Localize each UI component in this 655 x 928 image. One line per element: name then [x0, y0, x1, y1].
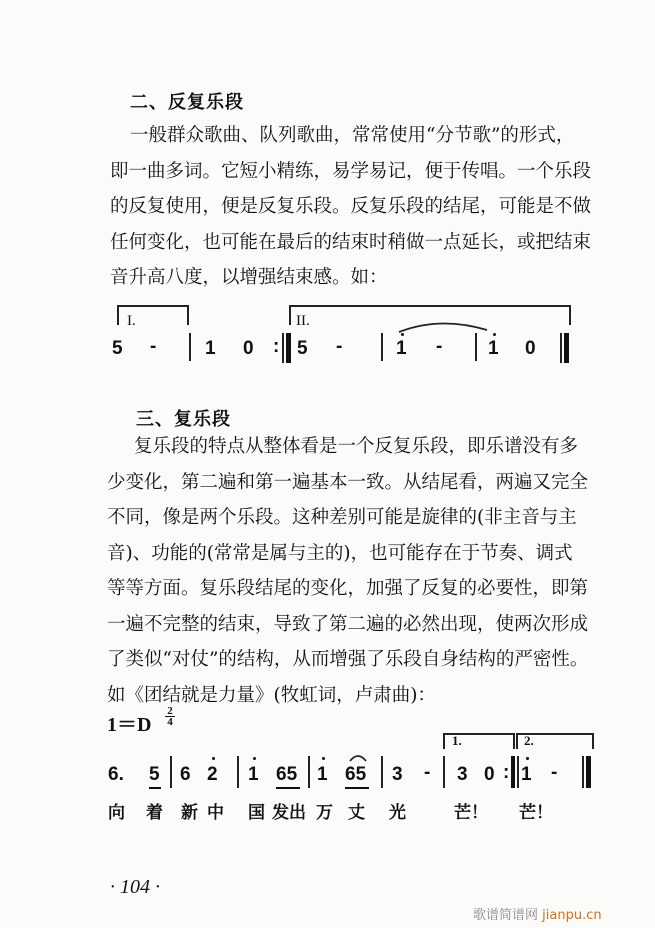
- watermark-cn: 歌谱简谱网: [473, 908, 539, 923]
- octave-dot: [212, 757, 215, 760]
- paragraph-line: 即一曲多词。它短小精练，易学易记，便于传唱。一个乐段: [110, 160, 592, 182]
- note-high: 2: [207, 764, 218, 785]
- page-number: · 104 ·: [110, 876, 160, 898]
- lyric: 新: [181, 803, 198, 823]
- lyric: 着: [146, 803, 163, 823]
- note: 6: [180, 764, 191, 785]
- ending-label-1: I.: [127, 313, 136, 329]
- note: 0: [484, 764, 495, 785]
- note-dash: -: [424, 762, 431, 783]
- note-high: 1: [396, 338, 407, 359]
- lyric: 发出: [272, 803, 306, 823]
- paragraph-line: 少变化，第二遍和第一遍基本一致。从结尾看，两遍又完全: [107, 471, 589, 493]
- lyric: 国: [248, 803, 265, 823]
- paragraph-line: 任何变化，也可能在最后的结束时稍做一点延长，或把结束: [110, 231, 592, 253]
- lyric: 万: [316, 803, 333, 823]
- eighth-underline: [276, 787, 300, 789]
- eighth-underline: [345, 787, 369, 789]
- paragraph-line: 等等方面。复乐段结尾的变化，加强了反复的必要性，即第: [107, 578, 589, 599]
- note: 3: [392, 764, 403, 785]
- paragraph-line: 一遍不完整的结束，导致了第二遍的必然出现，使两次形成: [107, 613, 589, 635]
- note-eighth: 5: [149, 764, 160, 785]
- paragraph-line: 音升高八度，以增强结束感。如：: [110, 267, 388, 288]
- octave-dot: [253, 757, 256, 760]
- barline: [582, 756, 584, 788]
- note: 5: [112, 338, 123, 359]
- barline: [170, 756, 172, 788]
- section-heading-double-period: 三、复乐段: [136, 409, 231, 430]
- octave-dot: [322, 757, 325, 760]
- repeat-colon: :: [273, 336, 280, 357]
- barline: [308, 756, 310, 788]
- ending-label-1: 1.: [452, 733, 462, 748]
- note-high: 1: [488, 338, 499, 359]
- eighth-underline: [149, 787, 161, 789]
- paragraph-line: 如《团结就是力量》(牧虹词，卢肃曲)：: [107, 684, 436, 706]
- note-high: 1: [317, 764, 328, 785]
- note-high: 1: [248, 764, 259, 785]
- time-signature: [165, 706, 175, 727]
- ending-label-2: 2.: [524, 733, 534, 748]
- paragraph-line: 了类似“对仗”的结构，从而增强了乐段自身结构的严密性。: [107, 649, 589, 670]
- section-heading-repeated-period: 二、反复乐段: [130, 92, 244, 113]
- time-sig-top: 2: [167, 705, 173, 717]
- note-dash: -: [436, 336, 443, 357]
- ending-label-2: II.: [296, 313, 310, 329]
- watermark: [473, 904, 602, 923]
- note: 5: [297, 338, 308, 359]
- note-eighth-pair: 65: [276, 764, 298, 785]
- lyric: 芒！: [519, 803, 553, 823]
- note: 1: [205, 338, 216, 359]
- note-eighth-pair: 65: [345, 764, 367, 785]
- lyric: 芒！: [454, 803, 488, 823]
- paragraph-line: 的反复使用，便是反复乐段。反复乐段的结尾，可能是不做: [110, 196, 592, 217]
- barline: [237, 756, 239, 788]
- note-dash: -: [150, 336, 157, 357]
- lyric: 丈: [348, 803, 365, 823]
- final-barline: [586, 756, 591, 788]
- fermata-arc: [347, 751, 369, 763]
- octave-dot: [526, 757, 529, 760]
- time-sig-bottom: 4: [165, 716, 175, 727]
- barline: [381, 756, 383, 788]
- note-dash: -: [336, 336, 343, 357]
- lyric: 向: [108, 803, 125, 823]
- repeat-barline: [511, 756, 515, 788]
- paragraph-line: 一般群众歌曲、队列歌曲，常常使用“分节歌”的形式，: [130, 125, 575, 146]
- lyric: 中: [207, 803, 224, 823]
- paragraph-line: 音)、功能的(常常是属与主的)，也可能存在于节奏、调式: [107, 542, 573, 564]
- barline: [517, 756, 519, 788]
- watermark-site: jianpu.cn: [542, 908, 602, 923]
- note: 0: [243, 338, 254, 359]
- note-dotted: 6.: [108, 764, 124, 785]
- note-high: 1: [521, 764, 532, 785]
- key-signature: 1＝D: [107, 714, 152, 736]
- barline: [443, 756, 445, 788]
- note: 3: [457, 764, 468, 785]
- lyric: 光: [389, 803, 406, 823]
- note: 0: [525, 338, 536, 359]
- paragraph-line: 复乐段的特点从整体看是一个反复乐段，即乐谱没有多: [134, 436, 579, 457]
- repeat-colon: :: [503, 762, 510, 783]
- paragraph-line: 不同，像是两个乐段。这种差别可能是旋律的(非主音与主: [107, 507, 577, 528]
- note-dash: -: [551, 762, 558, 783]
